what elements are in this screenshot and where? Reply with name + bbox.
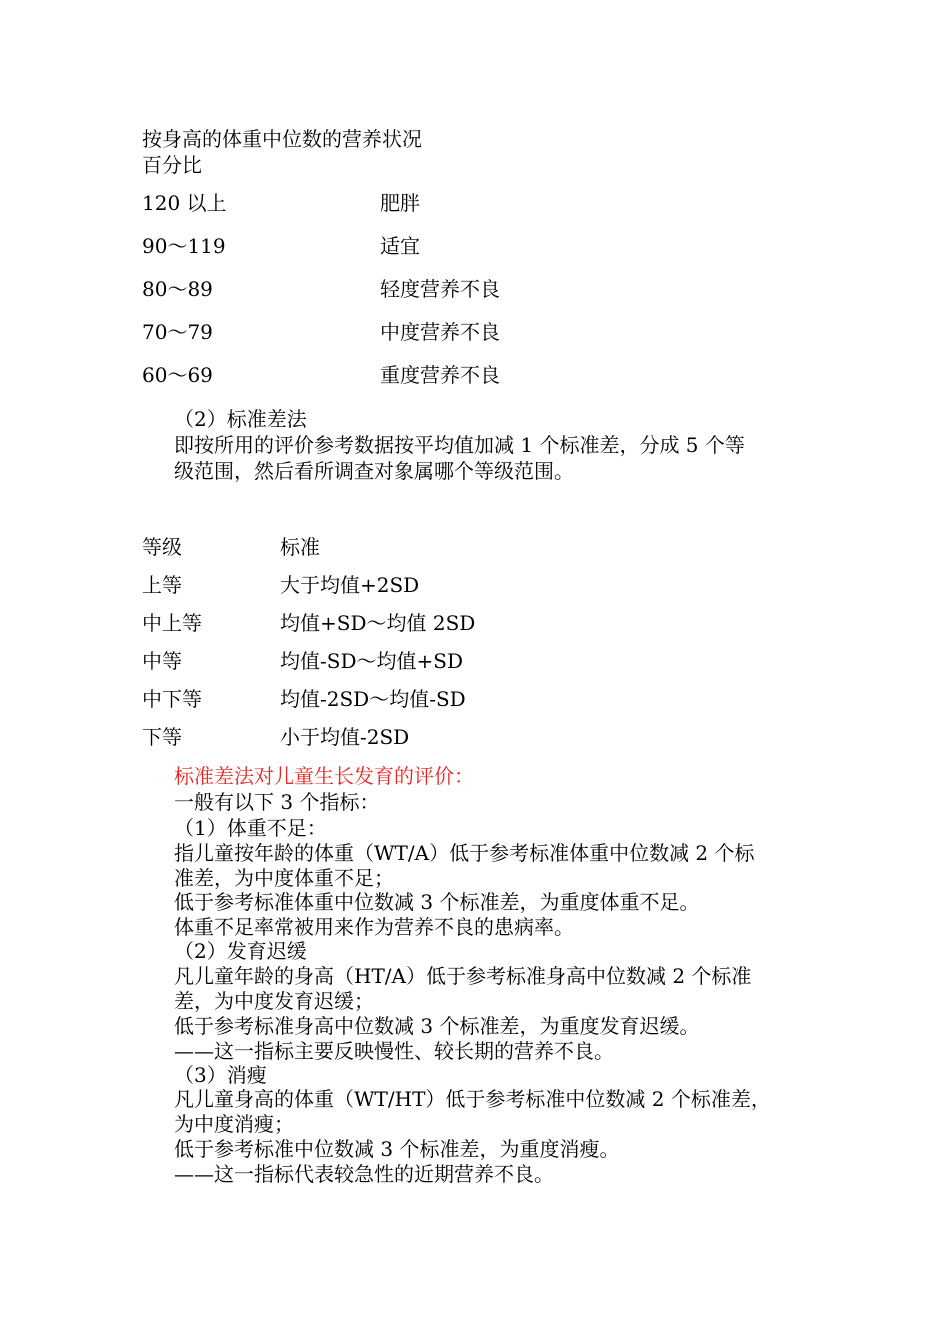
table1-range-4: 60～69 <box>142 363 213 387</box>
evaluation-line-1: （1）体重不足： <box>174 816 327 840</box>
evaluation-line-13: 为中度消瘦； <box>174 1112 294 1136</box>
evaluation-line-5: 体重不足率常被用来作为营养不良的患病率。 <box>174 915 574 939</box>
evaluation-line-9: 低于参考标准身高中位数减 3 个标准差，为重度发育迟缓。 <box>174 1014 700 1038</box>
table2-standard-0: 大于均值+2SD <box>280 573 420 597</box>
evaluation-line-15: ——这一指标代表较急性的近期营养不良。 <box>174 1162 554 1186</box>
table1-range-2: 80～89 <box>142 277 213 301</box>
table1-range-0: 120 以上 <box>142 191 227 215</box>
table1-range-1: 90～119 <box>142 234 226 258</box>
table2-col-standard: 标准 <box>280 535 320 559</box>
table2-standard-2: 均值-SD～均值+SD <box>280 649 463 673</box>
table1-status-2: 轻度营养不良 <box>380 277 500 301</box>
evaluation-line-10: ——这一指标主要反映慢性、较长期的营养不良。 <box>174 1039 614 1063</box>
table1-status-1: 适宜 <box>380 234 420 258</box>
evaluation-line-12: 凡儿童身高的体重（WT/HT）低于参考标准中位数减 2 个标准差， <box>174 1087 771 1111</box>
evaluation-line-0: 一般有以下 3 个指标： <box>174 790 380 814</box>
table1-header-line1: 按身高的体重中位数的营养状况 <box>142 127 422 151</box>
sd-method-desc-line1: 即按所用的评价参考数据按平均值加减 1 个标准差，分成 5 个等 <box>174 433 745 457</box>
evaluation-line-8: 差，为中度发育迟缓； <box>174 989 374 1013</box>
table2-standard-3: 均值-2SD～均值-SD <box>280 687 466 711</box>
table2-grade-4: 下等 <box>142 725 182 749</box>
table2-grade-1: 中上等 <box>142 611 202 635</box>
table1-range-3: 70～79 <box>142 320 213 344</box>
evaluation-line-2: 指儿童按年龄的体重（WT/A）低于参考标准体重中位数减 2 个标 <box>174 841 755 865</box>
table2-grade-3: 中下等 <box>142 687 202 711</box>
evaluation-title: 标准差法对儿童生长发育的评价： <box>174 764 474 788</box>
evaluation-line-4: 低于参考标准体重中位数减 3 个标准差，为重度体重不足。 <box>174 890 700 914</box>
table1-header-line2: 百分比 <box>142 153 202 177</box>
table2-grade-2: 中等 <box>142 649 182 673</box>
evaluation-line-11: （3）消瘦 <box>174 1063 267 1087</box>
evaluation-line-7: 凡儿童年龄的身高（HT/A）低于参考标准身高中位数减 2 个标准 <box>174 964 752 988</box>
sd-method-desc-line2: 级范围，然后看所调查对象属哪个等级范围。 <box>174 459 574 483</box>
table1-status-3: 中度营养不良 <box>380 320 500 344</box>
table1-status-4: 重度营养不良 <box>380 363 500 387</box>
table2-standard-1: 均值+SD～均值 2SD <box>280 611 476 635</box>
evaluation-line-3: 准差，为中度体重不足； <box>174 866 394 890</box>
evaluation-line-6: （2）发育迟缓 <box>174 939 307 963</box>
table2-grade-0: 上等 <box>142 573 182 597</box>
table2-standard-4: 小于均值-2SD <box>280 725 410 749</box>
evaluation-line-14: 低于参考标准中位数减 3 个标准差，为重度消瘦。 <box>174 1137 620 1161</box>
table1-status-0: 肥胖 <box>380 191 420 215</box>
table2-col-grade: 等级 <box>142 535 182 559</box>
sd-method-heading: （2）标准差法 <box>174 407 307 431</box>
